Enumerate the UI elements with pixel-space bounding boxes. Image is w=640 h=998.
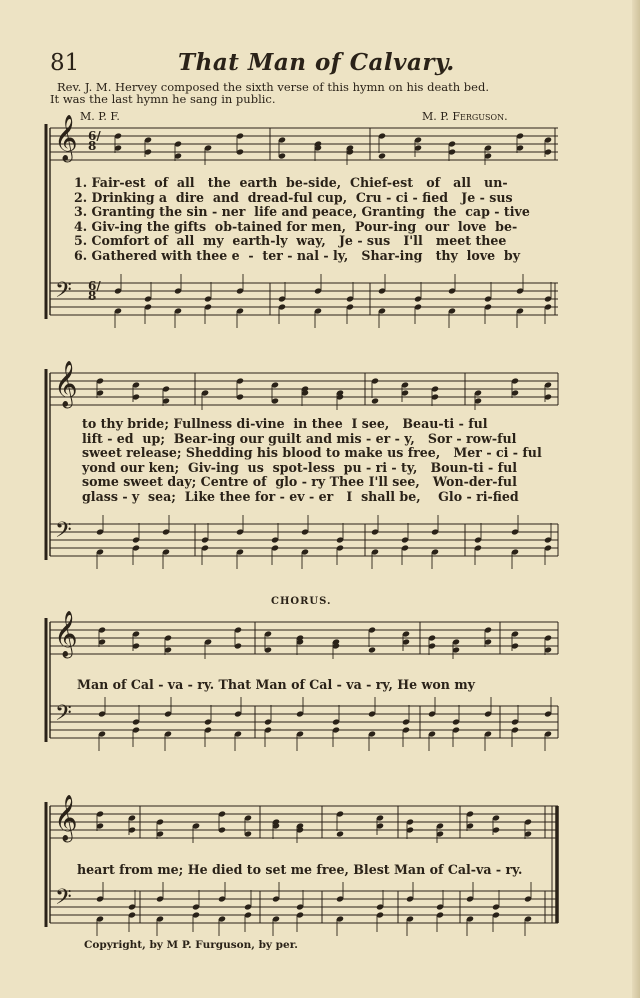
treble-note	[378, 152, 386, 159]
time-signature: 6/8	[88, 279, 101, 303]
verses-part-1	[74, 176, 530, 264]
treble-clef-icon: 𝄞	[54, 611, 78, 657]
bass-clef-icon: 𝄢	[55, 885, 72, 915]
hymn-note-line-1: Rev. J. M. Hervey composed the sixth verse of this hymn on his death bed.	[57, 80, 489, 94]
treble-note	[336, 830, 344, 837]
verse-3-line-b: sweet release; Shedding his blood to make us free, Mer - ci - ful	[82, 445, 542, 461]
bass-clef-icon: 𝄢	[55, 701, 72, 731]
verse-6-line-a: 6. Gathered with thee e - ter - nal - ly, Shar-ing thy love by	[74, 247, 521, 263]
chorus-line-2: heart from me; He died to set me free, Blest Man of Cal-va - ry.	[77, 862, 523, 877]
treble-clef-icon: 𝄞	[54, 361, 78, 407]
copyright-line: Copyright, by M P. Furguson, by per.	[84, 939, 298, 951]
verse-1-line-b: to thy bride; Fullness di-vine in thee I see, Beau-ti - ful	[82, 416, 488, 431]
treble-clef-icon: 𝄞	[54, 795, 78, 841]
verse-4-line-b: yond our ken; Giv-ing us spot-less pu - ri - ty, Boun-ti - ful	[82, 459, 518, 475]
treble-clef-icon: 𝄞	[54, 115, 78, 161]
verse-2-line-b: lift - ed up; Bear-ing our guilt and mis - er - y, Sor - row-ful	[82, 430, 517, 446]
verse-5-line-b: some sweet day; Centre of glo - ry Thee I'll see, Won-der-ful	[82, 474, 517, 490]
words-credit: M. P. F.	[80, 110, 120, 123]
treble-note	[371, 397, 379, 404]
verse-5-line-a: 5. Comfort of all my earth-ly way, Je - sus I'll meet thee	[74, 233, 507, 249]
bass-clef-icon: 𝄢	[55, 278, 72, 308]
verse-6-line-b: glass - y sea; Like thee for - ev - er I shall be, Glo - ri-fied	[82, 488, 519, 504]
verse-2-line-a: 2. Drinking a dire and dread-ful cup, Cru - ci - fied Je - sus	[74, 189, 513, 205]
verse-1-line-a: 1. Fair-est of all the earth be-side, Chief-est of all un-	[74, 175, 508, 190]
treble-note	[368, 646, 376, 653]
hymn-note-line-2: It was the last hymn he sang in public.	[50, 92, 276, 106]
hymn-number: 81	[50, 50, 80, 76]
chorus-heading: CHORUS.	[271, 596, 332, 607]
verse-4-line-a: 4. Giv-ing the gifts ob-tained for men, Pour-ing our love be-	[74, 218, 518, 234]
hymn-title: That Man of Calvary.	[178, 49, 455, 76]
time-signature: 6/8	[88, 129, 101, 153]
verses-part-2	[82, 417, 542, 505]
verse-3-line-a: 3. Granting the sin - ner life and peace, Granting the cap - tive	[74, 204, 530, 220]
chorus-line-1: Man of Cal - va - ry. That Man of Cal - va - ry, He won my	[77, 677, 475, 692]
music-credit: M. P. Ferguson.	[422, 110, 508, 123]
bass-clef-icon: 𝄢	[55, 518, 72, 548]
